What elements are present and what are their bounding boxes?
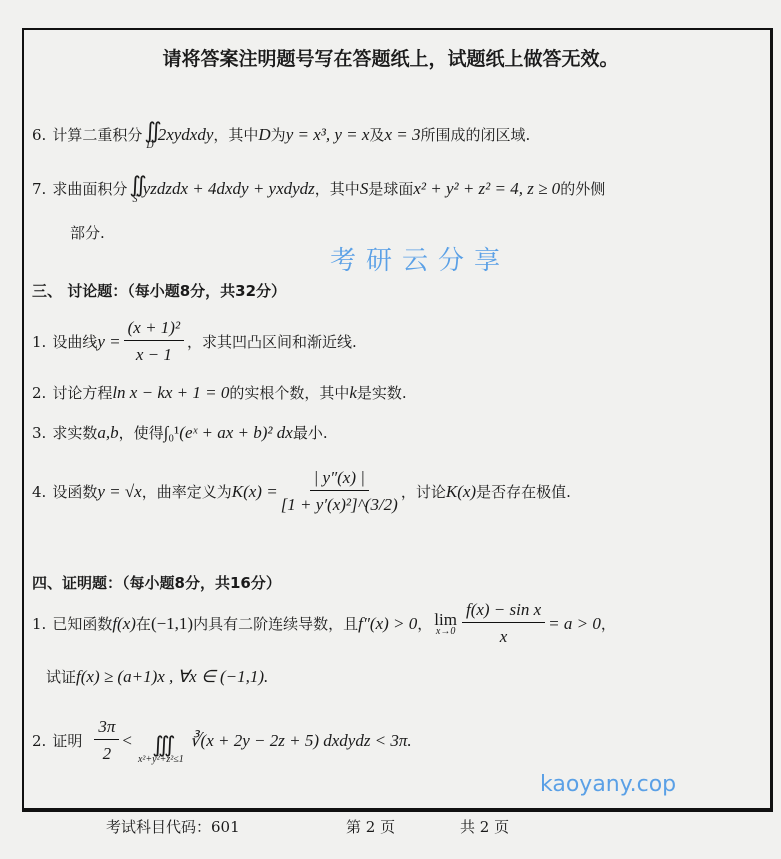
integrand: yzdzdx + 4dxdy + yxdydz: [142, 178, 315, 198]
q-text: 在: [135, 615, 151, 633]
s4-question-1: [32, 600, 616, 647]
math: x = 3: [384, 124, 421, 144]
denominator: 2: [102, 744, 112, 763]
triple-integral: [138, 732, 184, 765]
math: K(x): [445, 481, 477, 501]
watermark-url: kaoyany.cop: [540, 772, 677, 797]
q-text: 设曲线: [52, 333, 98, 351]
question-6: [32, 118, 530, 151]
page-total: 共 2 页: [460, 818, 510, 836]
s3-question-4: [32, 468, 571, 515]
question-7-continued: 部分.: [70, 224, 105, 242]
numerator: | y″(x) |: [310, 468, 369, 491]
math: y = x³, y = x: [285, 124, 370, 144]
denominator: x − 1: [135, 345, 172, 364]
math: K(x) =: [231, 481, 278, 501]
q-number: 2.: [32, 383, 47, 402]
fraction: [462, 600, 545, 647]
denominator: x: [499, 627, 508, 646]
q-text: 证明: [52, 732, 83, 750]
math: y = √x: [97, 481, 142, 501]
numerator: 3π: [94, 717, 119, 740]
q-text: ，: [417, 615, 433, 633]
q-text: 求实数: [52, 424, 98, 442]
q-text: 试证: [46, 668, 77, 686]
integral-sign: ∫₀¹: [163, 422, 180, 442]
q-text: 及: [369, 126, 385, 144]
q-text: 的外侧: [560, 180, 606, 198]
q-number: 1.: [32, 614, 47, 633]
q-text: ，使得: [118, 424, 164, 442]
math: <: [122, 730, 132, 750]
q-number: 3.: [32, 423, 47, 442]
q-text: ，: [600, 615, 616, 633]
lim-subscript: x→0: [435, 626, 456, 637]
q-number: 7.: [32, 179, 47, 198]
integral-sign: ∬: [144, 118, 156, 143]
q-text: 是否存在极值.: [476, 483, 571, 501]
math: (eˣ + ax + b)² dx: [179, 422, 293, 442]
q-text: 求曲面积分: [52, 180, 128, 198]
lim-label: lim: [434, 610, 457, 629]
q-number: 6.: [32, 125, 47, 144]
fraction: [94, 717, 119, 764]
section-4-heading: 四、证明题：（每小题8分，共16分）: [32, 574, 281, 592]
s3-question-2: [32, 382, 407, 403]
q-number: 2.: [32, 731, 47, 750]
denominator: [1 + y′(x)²]^(3/2): [280, 495, 398, 514]
numerator: (x + 1)²: [124, 318, 184, 341]
q-text: 讨论方程: [52, 384, 113, 402]
s4-question-1-continued: [46, 666, 268, 687]
q-text: 的实根个数，其中: [229, 384, 350, 402]
q-text: 计算二重积分: [52, 126, 143, 144]
fraction: [281, 468, 398, 515]
integral-domain: x²+y²+z²≤1: [137, 754, 184, 765]
q-text: 是球面: [368, 180, 414, 198]
q-text: 已知函数: [52, 615, 113, 633]
math: x² + y² + z² = 4, z ≥ 0: [413, 178, 561, 198]
s3-question-3: [32, 422, 328, 443]
q-text: ，其中: [314, 180, 360, 198]
integrand: 2xydxdy: [157, 124, 214, 144]
s4-question-2: [32, 716, 412, 765]
surface-integral: [129, 172, 140, 205]
math: y =: [97, 331, 121, 351]
q-text: 是实数.: [356, 384, 407, 402]
math: ∛(x + 2y − 2z + 5) dxdydz < 3π.: [189, 730, 412, 750]
numerator: f(x) − sin x: [462, 600, 545, 623]
limit: [434, 610, 457, 637]
integral-sign: ∭: [152, 732, 170, 757]
integral-domain: S: [132, 194, 138, 205]
math: D: [258, 124, 271, 144]
q-text: ，讨论: [400, 483, 446, 501]
math: f(x): [112, 613, 136, 633]
math: ln x − kx + 1 = 0: [112, 382, 230, 402]
subject-code: 考试科目代码：601: [106, 818, 240, 836]
q-number: 1.: [32, 332, 47, 351]
q-text: 内具有二阶连续导数，且: [193, 615, 359, 633]
math: f(x) ≥ (a+1)x , ∀x ∈ (−1,1).: [76, 666, 269, 686]
q-text: 为: [270, 126, 286, 144]
watermark-chinese: 考研云分享: [330, 246, 511, 276]
integral-domain: D: [146, 140, 154, 151]
double-integral: [144, 118, 155, 151]
q-text: ，曲率定义为: [141, 483, 232, 501]
math: (−1,1): [150, 613, 194, 633]
q-text: ，求其凹凸区间和渐近线.: [187, 333, 357, 351]
q-text: 所围成的闭区域.: [420, 126, 531, 144]
math: S: [359, 178, 369, 198]
math: k: [349, 382, 357, 402]
math: a,b: [97, 422, 119, 442]
instruction-header: 请将答案注明题号写在答题纸上，试题纸上做答无效。: [162, 48, 619, 70]
q-text: 最小.: [292, 424, 328, 442]
s3-question-1: [32, 318, 357, 365]
fraction: [124, 318, 184, 365]
math: = a > 0: [548, 613, 601, 633]
math: f″(x) > 0: [358, 613, 418, 633]
q-number: 4.: [32, 482, 47, 501]
page-number: 第 2 页: [346, 818, 396, 836]
question-7: [32, 172, 605, 205]
q-text: ，其中: [213, 126, 259, 144]
q-text: 设函数: [52, 483, 98, 501]
integral-sign: ∬: [129, 172, 141, 197]
section-3-heading: 三、 讨论题：（每小题8分，共32分）: [32, 282, 287, 300]
